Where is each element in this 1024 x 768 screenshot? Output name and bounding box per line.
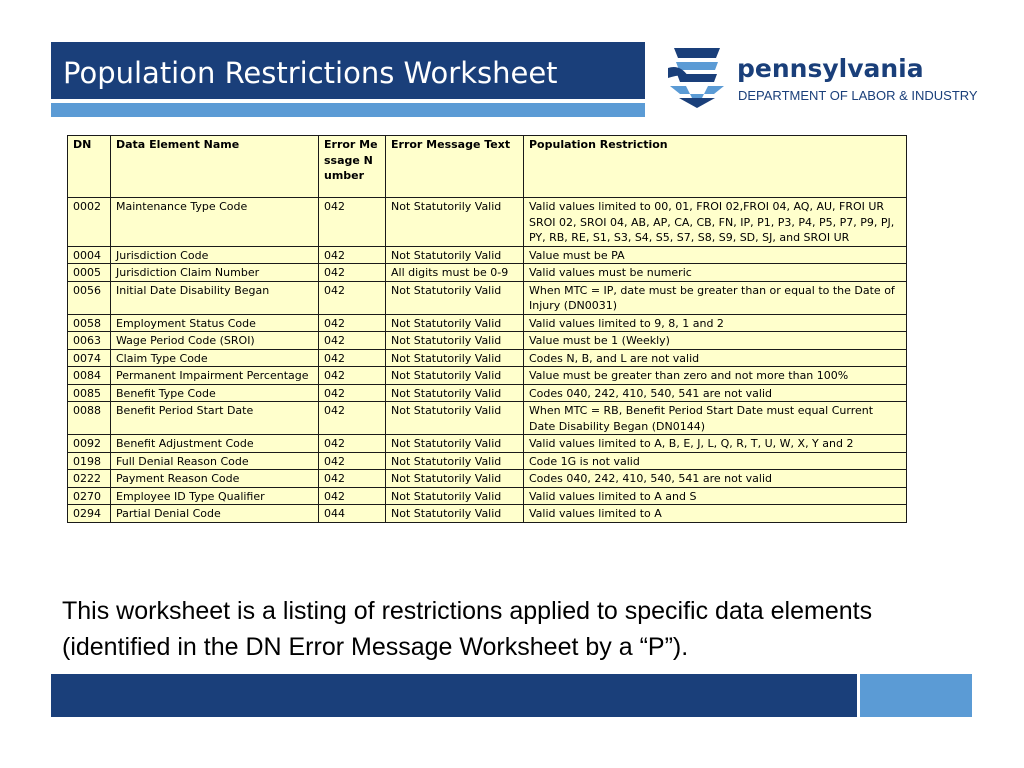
table-cell: 0004 [68, 246, 111, 264]
column-header: DN [68, 136, 111, 198]
column-header: Error Message Text [386, 136, 524, 198]
table-cell: 042 [319, 246, 386, 264]
table-cell: Valid values limited to A and S [524, 487, 907, 505]
table-cell: Codes 040, 242, 410, 540, 541 are not valid [524, 470, 907, 488]
table-cell: 042 [319, 332, 386, 350]
worksheet-caption: This worksheet is a listing of restrictions applied to specific data elements (identified in the DN Error Message Worksheet by a “P”). [62, 597, 873, 661]
table-row [68, 281, 907, 314]
footer-accent-bar [860, 674, 972, 717]
table-cell: 042 [319, 349, 386, 367]
column-header: Data Element Name [111, 136, 319, 198]
table-cell: Not Statutorily Valid [386, 314, 524, 332]
table-cell: Benefit Type Code [111, 384, 319, 402]
table-row [68, 470, 907, 488]
table-cell: Valid values limited to 9, 8, 1 and 2 [524, 314, 907, 332]
table-cell: Valid values limited to A, B, E, J, L, Q, R, T, U, W, X, Y and 2 [524, 435, 907, 453]
table-cell: 0005 [68, 264, 111, 282]
table-cell: Employee ID Type Qualifier [111, 487, 319, 505]
table-cell: Valid values must be numeric [524, 264, 907, 282]
table-cell: Value must be greater than zero and not more than 100% [524, 367, 907, 385]
keystone-logo-icon [666, 44, 728, 110]
table-cell: Not Statutorily Valid [386, 435, 524, 453]
table-row [68, 435, 907, 453]
table-cell: 042 [319, 402, 386, 435]
pa-labor-industry-logo [666, 44, 986, 114]
table-row [68, 384, 907, 402]
table-cell: Jurisdiction Code [111, 246, 319, 264]
column-header: Population Restriction [524, 136, 907, 198]
table-cell: Not Statutorily Valid [386, 281, 524, 314]
table-cell: 0002 [68, 198, 111, 247]
table-row [68, 246, 907, 264]
table-cell: Not Statutorily Valid [386, 198, 524, 247]
table-cell: 042 [319, 487, 386, 505]
table-cell: 0063 [68, 332, 111, 350]
table-cell: Not Statutorily Valid [386, 367, 524, 385]
table-cell: 042 [319, 367, 386, 385]
table-cell: Code 1G is not valid [524, 452, 907, 470]
table-row [68, 487, 907, 505]
table-cell: Partial Denial Code [111, 505, 319, 523]
table-cell: 0058 [68, 314, 111, 332]
table-cell: Not Statutorily Valid [386, 470, 524, 488]
table-cell: All digits must be 0-9 [386, 264, 524, 282]
table-row [68, 349, 907, 367]
table-cell: 042 [319, 281, 386, 314]
table-cell: When MTC = IP, date must be greater than or equal to the Date of Injury (DN0031) [524, 281, 907, 314]
table-cell: Not Statutorily Valid [386, 349, 524, 367]
table-row [68, 264, 907, 282]
table-cell: Initial Date Disability Began [111, 281, 319, 314]
table-cell: 042 [319, 198, 386, 247]
table-header-row [68, 136, 907, 198]
table-cell: Employment Status Code [111, 314, 319, 332]
table-cell: Jurisdiction Claim Number [111, 264, 319, 282]
table-cell: 0222 [68, 470, 111, 488]
logo-department: DEPARTMENT OF LABOR & INDUSTRY [738, 88, 978, 103]
table-cell: Not Statutorily Valid [386, 452, 524, 470]
table-row [68, 314, 907, 332]
table-cell: Value must be 1 (Weekly) [524, 332, 907, 350]
table-cell: Value must be PA [524, 246, 907, 264]
table-cell: 0084 [68, 367, 111, 385]
table-cell: 0270 [68, 487, 111, 505]
table-row [68, 367, 907, 385]
table-cell: Valid values limited to A [524, 505, 907, 523]
table-cell: Wage Period Code (SROI) [111, 332, 319, 350]
logo-wordmark: pennsylvania [737, 54, 924, 83]
table-row [68, 198, 907, 247]
table-cell: Permanent Impairment Percentage [111, 367, 319, 385]
table-cell: Maintenance Type Code [111, 198, 319, 247]
table-cell: Valid values limited to 00, 01, FROI 02,FROI 04, AQ, AU, FROI UR SROI 02, SROI 04, AB, AP, CA, CB, FN, IP, P1, P3, P4, P5, P7, P9, PJ, PY, RB, RE, S1, S3, S4, S5, S7, S8, S9, SD, SJ, and SROI UR [524, 198, 907, 247]
table-cell: 0092 [68, 435, 111, 453]
table-cell: 0198 [68, 452, 111, 470]
table-cell: 044 [319, 505, 386, 523]
table-cell: Benefit Adjustment Code [111, 435, 319, 453]
table-cell: 0294 [68, 505, 111, 523]
table-cell: 0088 [68, 402, 111, 435]
column-header: Error Message Number [319, 136, 386, 198]
table-cell: 042 [319, 314, 386, 332]
table-cell: Not Statutorily Valid [386, 246, 524, 264]
table-cell: Benefit Period Start Date [111, 402, 319, 435]
table-cell: Not Statutorily Valid [386, 384, 524, 402]
table-cell: 0056 [68, 281, 111, 314]
table-row [68, 402, 907, 435]
table-cell: Claim Type Code [111, 349, 319, 367]
table-cell: Not Statutorily Valid [386, 505, 524, 523]
table-cell: 0085 [68, 384, 111, 402]
footer-bar [51, 674, 857, 717]
table-cell: Codes N, B, and L are not valid [524, 349, 907, 367]
table-row [68, 452, 907, 470]
table-cell: 042 [319, 470, 386, 488]
table-cell: 042 [319, 435, 386, 453]
table-cell: 042 [319, 264, 386, 282]
table-cell: 042 [319, 384, 386, 402]
table-cell: Not Statutorily Valid [386, 487, 524, 505]
table-cell: Payment Reason Code [111, 470, 319, 488]
page-title: Population Restrictions Worksheet [51, 42, 645, 99]
population-restrictions-table [67, 135, 907, 523]
table-row [68, 332, 907, 350]
table-cell: Codes 040, 242, 410, 540, 541 are not valid [524, 384, 907, 402]
table-cell: Not Statutorily Valid [386, 402, 524, 435]
table-row [68, 505, 907, 523]
table-cell: 042 [319, 452, 386, 470]
table-cell: Not Statutorily Valid [386, 332, 524, 350]
title-accent-bar [51, 103, 645, 117]
table-cell: When MTC = RB, Benefit Period Start Date must equal Current Date Disability Began (DN0144) [524, 402, 907, 435]
table-cell: 0074 [68, 349, 111, 367]
table-cell: Full Denial Reason Code [111, 452, 319, 470]
